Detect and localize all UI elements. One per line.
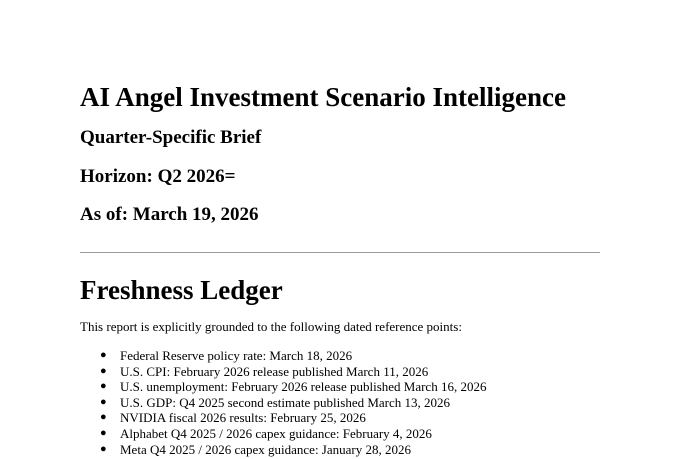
bullet-icon: ● [100,364,107,377]
list-item-text: NVIDIA fiscal 2026 results: February 25, 2026 [120,410,366,426]
as-of-line: As of: March 19, 2026 [80,204,259,225]
list-item-text: U.S. unemployment: February 2026 release published March 16, 2026 [120,379,487,395]
list-item [100,441,486,458]
list-item [100,394,486,411]
horizon-line: Horizon: Q2 2026= [80,166,236,187]
list-item [100,410,486,426]
bullet-icon: ● [100,395,107,408]
bullet-icon: ● [100,349,107,361]
list-item-text: U.S. CPI: February 2026 release published March 11, 2026 [120,363,429,379]
bullet-icon: ● [100,411,107,424]
bullet-icon: ● [100,442,107,455]
bullet-icon: ● [100,426,107,439]
freshness-ledger-list [100,348,487,457]
list-item-text: Meta Q4 2025 / 2026 capex guidance: January 28, 2026 [120,441,411,457]
list-item [100,348,486,364]
ledger-intro-text: This report is explicitly grounded to the following dated reference points: [80,319,462,334]
horizontal-divider [80,252,600,253]
list-item-text: Alphabet Q4 2025 / 2026 capex guidance: February 4, 2026 [120,425,432,441]
section-title-freshness-ledger: Freshness Ledger [80,275,283,305]
document-title: AI Angel Investment Scenario Intelligence [80,82,566,112]
bullet-icon: ● [100,380,107,393]
list-item [100,379,487,395]
list-item-text: Federal Reserve policy rate: March 18, 2026 [120,348,353,363]
list-item-text: U.S. GDP: Q4 2025 second estimate published March 13, 2026 [120,394,451,410]
document-subtitle: Quarter-Specific Brief [80,127,262,148]
list-item [100,425,486,442]
list-item [100,363,486,380]
